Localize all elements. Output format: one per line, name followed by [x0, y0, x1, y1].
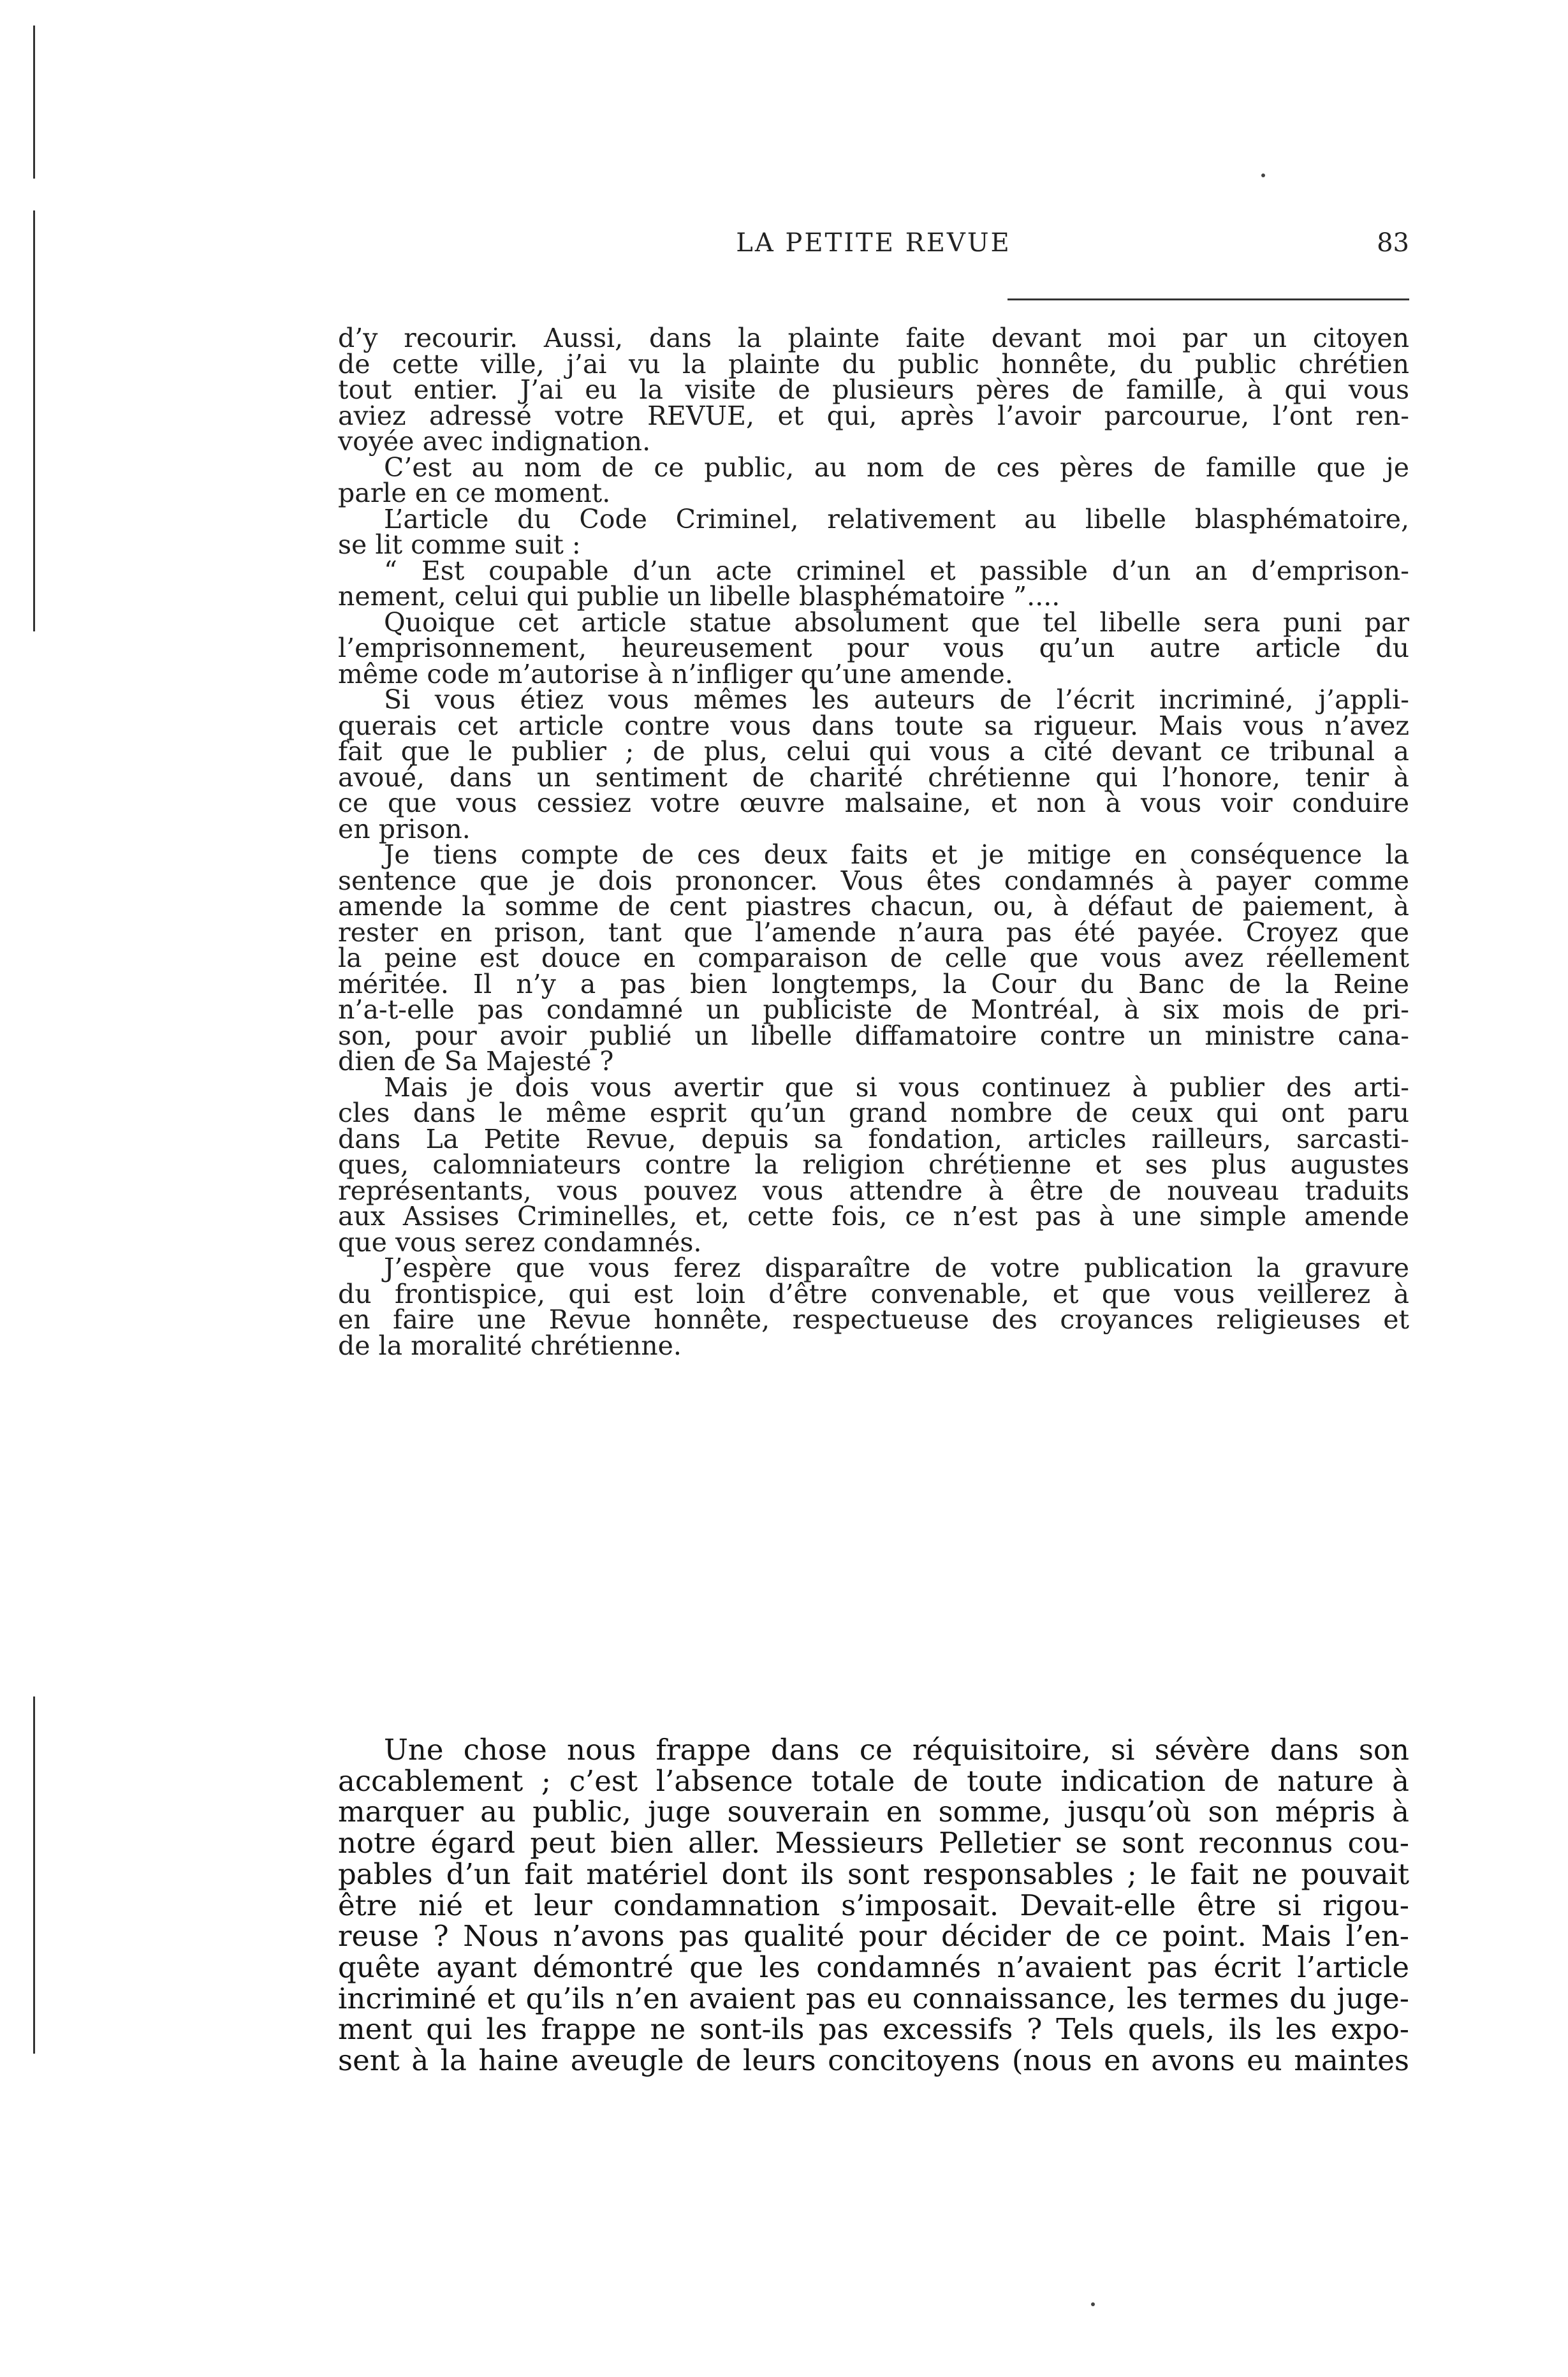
text-line: notre égard peut bien aller. Messieurs Pelletier se sont reconnus cou-	[338, 1826, 1409, 1860]
text-line: Une chose nous frappe dans ce réquisitoire, si sévère dans son	[384, 1733, 1409, 1767]
text-line: avoué, dans un sentiment de charité chrétienne qui l’honore, tenir à	[338, 762, 1409, 793]
text-line: voyée avec indignation.	[338, 426, 651, 457]
text-line: dien de Sa Majesté ?	[338, 1046, 614, 1077]
text-line: Quoique cet article statue absolument que tel libelle sera puni par	[384, 607, 1409, 638]
text-line: fait que le publier ; de plus, celui qui vous a cité devant ce tribunal a	[338, 736, 1409, 767]
text-line: de la moralité chrétienne.	[338, 1330, 682, 1361]
text-line: en prison.	[338, 813, 471, 844]
text-line: cles dans le même esprit qu’un grand nombre de ceux qui ont paru	[338, 1098, 1409, 1128]
text-line: la peine est douce en comparaison de celle que vous avez réellement	[338, 943, 1409, 973]
text-line: pables d’un fait matériel dont ils sont responsables ; le fait ne pouvait	[338, 1857, 1409, 1891]
scan-edge-line	[33, 210, 35, 631]
scan-edge-line	[33, 1696, 35, 2054]
text-line: reuse ? Nous n’avons pas qualité pour décider de ce point. Mais l’en-	[338, 1919, 1409, 1954]
text-line: sent à la haine aveugle de leurs concitoyens (nous en avons eu maintes	[338, 2043, 1409, 2078]
text-line: en faire une Revue honnête, respectueuse des croyances religieuses et	[338, 1304, 1409, 1335]
text-line: l’emprisonnement, heureusement pour vous qu’un autre article du	[338, 633, 1409, 663]
text-line: L’article du Code Criminel, relativement au libelle blasphématoire,	[384, 503, 1409, 534]
text-line: n’a-t-elle pas condamné un publiciste de Montréal, à six mois de pri-	[338, 994, 1409, 1025]
commentary-paragraph	[338, 1735, 1409, 2077]
text-line: d’y recourir. Aussi, dans la plainte faite devant moi par un citoyen	[338, 323, 1409, 353]
text-line: aux Assises Criminelles, et, cette fois, ce n’est pas à une simple amende	[338, 1201, 1409, 1232]
text-line: de cette ville, j’ai vu la plainte du public honnête, du public chrétien	[338, 348, 1409, 379]
text-line: que vous serez condamnés.	[338, 1226, 702, 1258]
text-line: C’est au nom de ce public, au nom de ces pères de famille que je	[384, 452, 1409, 483]
text-line: J’espère que vous ferez disparaître de votre publication la gravure	[384, 1253, 1409, 1283]
text-line: amende la somme de cent piastres chacun, ou, à défaut de paiement, à	[338, 891, 1409, 922]
text-line: être nié et leur condamnation s’imposait. Devait-elle être si rigou-	[338, 1888, 1409, 1922]
text-line: parle en ce moment.	[338, 478, 611, 508]
page-header	[338, 228, 1409, 267]
text-line: “ Est coupable d’un acte criminel et passible d’un an d’emprison-	[384, 555, 1409, 586]
text-line: quête ayant démontré que les condamnés n’avaient pas écrit l’article	[338, 1950, 1409, 1984]
text-line: représentants, vous pouvez vous attendre à être de nouveau traduits	[338, 1175, 1409, 1206]
scan-speck	[1261, 173, 1265, 177]
text-line: nement, celui qui publie un libelle blasphématoire ”....	[338, 581, 1060, 612]
text-line: se lit comme suit :	[338, 529, 581, 560]
text-line: ment qui les frappe ne sont-ils pas excessifs ? Tels quels, ils les expo-	[338, 2012, 1409, 2047]
text-line: du frontispice, qui est loin d’être convenable, et que vous veillerez à	[338, 1278, 1409, 1309]
running-title: LA PETITE REVUE	[736, 228, 1011, 258]
quoted-judgment	[338, 323, 1409, 1361]
text-line: dans La Petite Revue, depuis sa fondation, articles railleurs, sarcasti-	[338, 1123, 1409, 1154]
text-line: même code m’autorise à n’infliger qu’une amende.	[338, 658, 1013, 689]
text-line: incriminé et qu’ils n’en avaient pas eu connaissance, les termes du juge-	[338, 1981, 1409, 2015]
text-line: accablement ; c’est l’absence totale de toute indication de nature à	[338, 1763, 1409, 1798]
text-line: Mais je dois vous avertir que si vous continuez à publier des arti-	[384, 1071, 1409, 1103]
text-line: ce que vous cessiez votre œuvre malsaine, et non à vous voir conduire	[338, 788, 1409, 818]
text-line: marquer au public, juge souverain en somme, jusqu’où son mépris à	[338, 1795, 1409, 1829]
text-line: Si vous étiez vous mêmes les auteurs de l’écrit incriminé, j’appli-	[384, 684, 1409, 715]
text-line: méritée. Il n’y a pas bien longtemps, la Cour du Banc de la Reine	[338, 968, 1409, 999]
header-rule	[1007, 298, 1409, 300]
text-line: rester en prison, tant que l’amende n’aura pas été payée. Croyez que	[338, 916, 1409, 948]
scan-speck	[1091, 2302, 1095, 2306]
text-line: Je tiens compte de ces deux faits et je mitige en conséquence la	[384, 839, 1409, 870]
text-line: querais cet article contre vous dans toute sa rigueur. Mais vous n’avez	[338, 710, 1409, 741]
page-number: 83	[1377, 228, 1409, 258]
text-line: aviez adressé votre REVUE, et qui, après l’avoir parcourue, l’ont ren-	[338, 400, 1409, 431]
text-line: tout entier. J’ai eu la visite de plusieurs pères de famille, à qui vous	[338, 374, 1409, 405]
scan-edge-line	[33, 26, 35, 179]
text-line: sentence que je dois prononcer. Vous êtes condamnés à payer comme	[338, 865, 1409, 896]
text-line: ques, calomniateurs contre la religion chrétienne et ses plus augustes	[338, 1149, 1409, 1180]
text-line: son, pour avoir publié un libelle diffamatoire contre un ministre cana-	[338, 1020, 1409, 1051]
